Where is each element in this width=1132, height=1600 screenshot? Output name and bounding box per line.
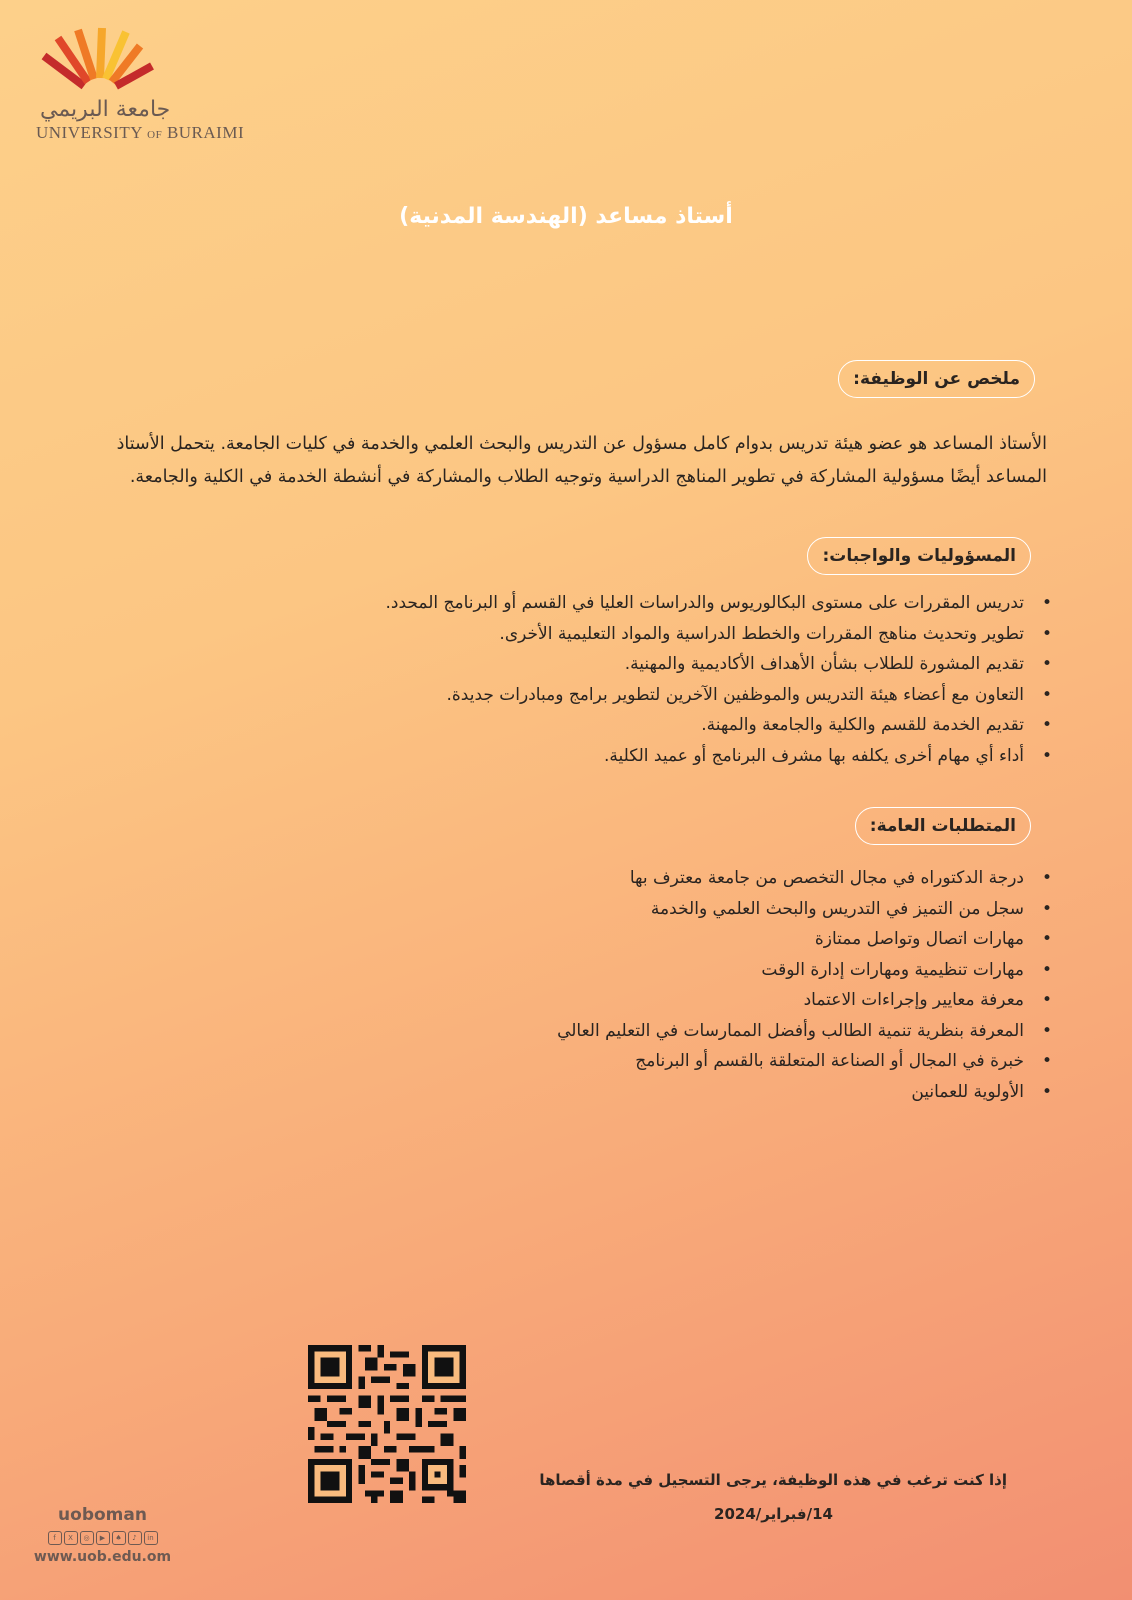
x-icon[interactable]: X bbox=[64, 1531, 78, 1545]
list-item: • سجل من التميز في التدريس والبحث العلمي والخدمة bbox=[557, 894, 1052, 925]
facebook-icon[interactable]: f bbox=[48, 1531, 62, 1545]
list-item: • مهارات اتصال وتواصل ممتازة bbox=[557, 924, 1052, 955]
website-link[interactable]: www.uob.edu.om bbox=[33, 1549, 172, 1565]
qr-code[interactable] bbox=[308, 1345, 466, 1503]
job-title: أستاذ مساعد (الهندسة المدنية) bbox=[399, 204, 733, 229]
list-item: • أداء أي مهام أخرى يكلفه بها مشرف البرنامج أو عميد الكلية. bbox=[386, 741, 1052, 772]
list-item: • المعرفة بنظرية تنمية الطالب وأفضل الممارسات في التعليم العالي bbox=[557, 1016, 1052, 1047]
requirements-list bbox=[557, 863, 1052, 1107]
responsibilities-heading: المسؤوليات والواجبات: bbox=[807, 537, 1031, 575]
summary-text: الأستاذ المساعد هو عضو هيئة تدريس بدوام كامل مسؤول عن التدريس والبحث العلمي والخدمة في كليات الجامعة. يتحمل الأستاذ المساعد أيضًا مسؤولية المشاركة في تطوير المناهج الدراسية وتوجيه الطلاب والمشاركة في أنشطة الخدمة في الكلية والجامعة. bbox=[116, 434, 1047, 487]
list-item: • تطوير وتحديث مناهج المقررات والخطط الدراسية والمواد التعليمية الأخرى. bbox=[386, 619, 1052, 650]
linkedin-icon[interactable]: in bbox=[144, 1531, 158, 1545]
list-item: • درجة الدكتوراه في مجال التخصص من جامعة معترف بها bbox=[557, 863, 1052, 894]
tiktok-icon[interactable]: ♪ bbox=[128, 1531, 142, 1545]
list-item: • تدريس المقررات على مستوى البكالوريوس والدراسات العليا في القسم أو البرنامج المحدد. bbox=[386, 588, 1052, 619]
list-item: • الأولوية للعمانين bbox=[557, 1077, 1052, 1108]
list-item: • مهارات تنظيمية ومهارات إدارة الوقت bbox=[557, 955, 1052, 986]
requirements-heading: المتطلبات العامة: bbox=[855, 807, 1031, 845]
logo-english-name: UNIVERSITY OF BURAIMI bbox=[36, 123, 245, 142]
apply-text: إذا كنت ترغب في هذه الوظيفة، يرجى التسجيل في مدة أقصاها bbox=[539, 1471, 1007, 1489]
list-item: • التعاون مع أعضاء هيئة التدريس والموظفين الآخرين لتطوير برامج ومبادرات جديدة. bbox=[386, 680, 1052, 711]
apply-note bbox=[480, 1463, 1007, 1531]
instagram-icon[interactable]: ◎ bbox=[80, 1531, 94, 1545]
list-item: • معرفة معايير وإجراءات الاعتماد bbox=[557, 985, 1052, 1016]
social-icons bbox=[30, 1531, 175, 1545]
responsibilities-list bbox=[386, 588, 1052, 771]
social-footer bbox=[30, 1505, 175, 1565]
list-item: • تقديم الخدمة للقسم والكلية والجامعة والمهنة. bbox=[386, 710, 1052, 741]
list-item: • تقديم المشورة للطلاب بشأن الأهداف الأكاديمية والمهنية. bbox=[386, 649, 1052, 680]
summary-heading: ملخص عن الوظيفة: bbox=[838, 360, 1035, 398]
social-handle[interactable]: uoboman bbox=[58, 1505, 147, 1525]
youtube-icon[interactable]: ▶ bbox=[96, 1531, 110, 1545]
snapchat-icon[interactable]: ♠ bbox=[112, 1531, 126, 1545]
apply-deadline: 14/فبراير/2024 bbox=[714, 1505, 833, 1523]
list-item: • خبرة في المجال أو الصناعة المتعلقة بالقسم أو البرنامج bbox=[557, 1046, 1052, 1077]
logo-arabic-name: جامعة البريمي bbox=[40, 97, 171, 122]
